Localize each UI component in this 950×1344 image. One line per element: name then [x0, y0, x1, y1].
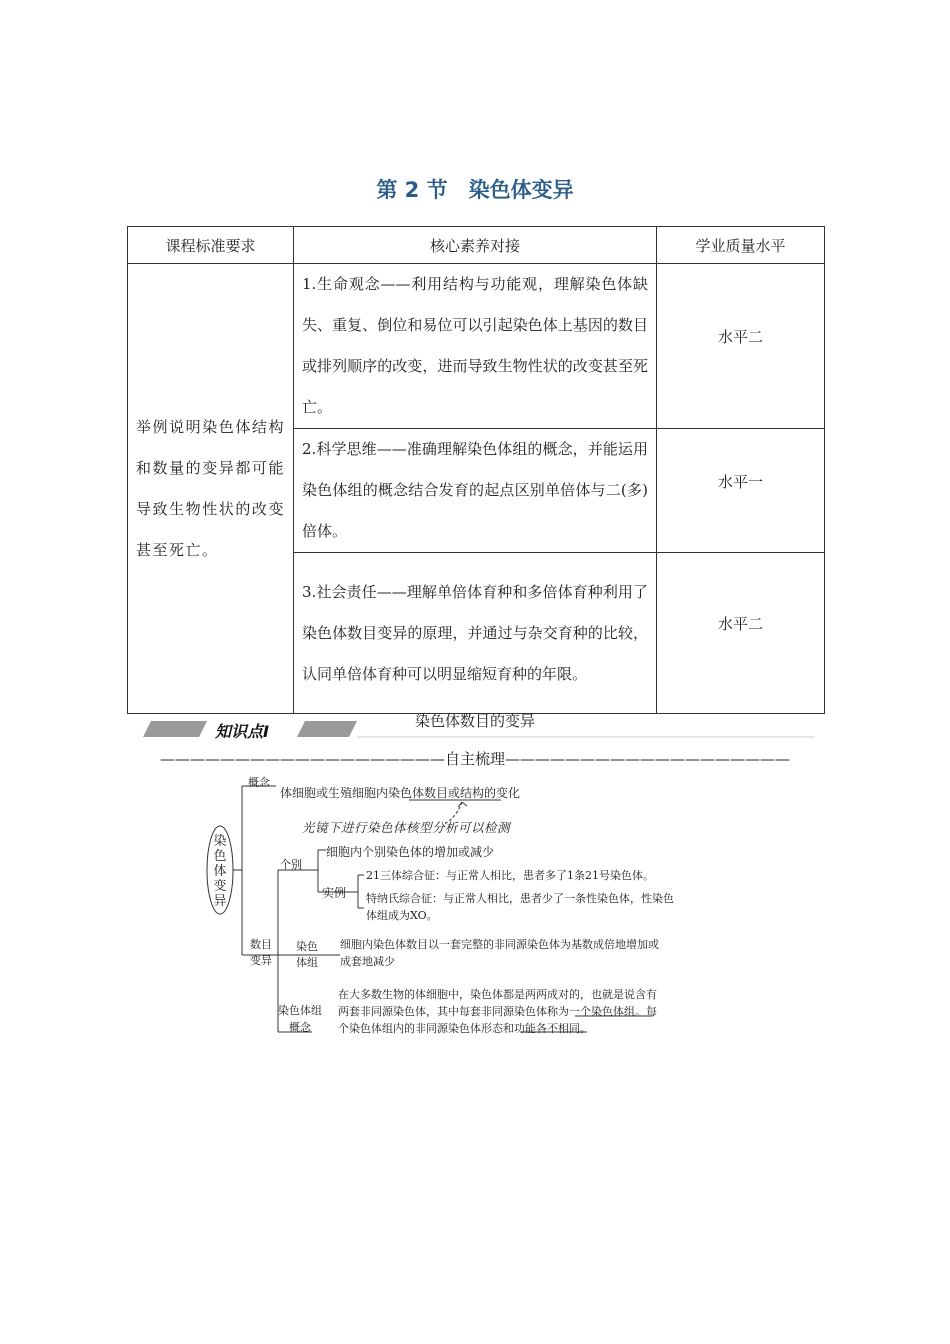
page-title: 第 2 节 染色体变异 [376, 178, 574, 202]
example-label: 实例 [322, 886, 347, 900]
quality-level-cell: 水平二 [657, 264, 825, 429]
chromosome-set-concept: 在大多数生物的体细胞中，染色体都是两两成对的，也就是说含有 两套非同源染色体，其中每套非同源染色体称为一个染色体组。每 个染色体组内的非同源染色体形态和功能各不相同。 [338, 988, 657, 1035]
individual-definition: 细胞内个别染色体的增加或减少 [326, 845, 495, 859]
quality-level-cell: 水平一 [657, 429, 825, 553]
curriculum-table [127, 226, 825, 714]
self-review-divider: ———————————————————自主梳理——————————————————— [159, 750, 790, 768]
number-variation-label: 数目 变异 [250, 938, 272, 967]
example-turner-syndrome: 特纳氏综合征：与正常人相比，患者少了一条性染色体，性染色 体组成为XO。 [366, 892, 674, 922]
individual-label: 个别 [280, 858, 302, 871]
section-heading: 染色体数目的变异 [415, 712, 536, 730]
chromosome-set-definition: 细胞内染色体数目以一套完整的非同源染色体为基数成倍地增加或 成套地减少 [340, 938, 659, 968]
table-header: 课程标准要求 [128, 227, 294, 264]
handwritten-note: 光镜下进行染色体核型分析可以检测 [302, 820, 511, 835]
concept-definition: 体细胞或生殖细胞内染色体数目或结构的变化 [280, 786, 521, 800]
core-literacy-cell: 3.社会责任——理解单倍体育种和多倍体育种利用了染色体数目变异的原理，并通过与杂交育种的比较，认同单倍体育种可以明显缩短育种的年限。 [294, 553, 657, 714]
curriculum-requirement: 举例说明染色体结构和数量的变异都可能导致生物性状的改变甚至死亡。 [128, 264, 294, 714]
concept-label: 概念 [248, 776, 270, 789]
example-down-syndrome: 21三体综合征：与正常人相比，患者多了1条21号染色体。 [366, 869, 654, 882]
quality-level-cell: 水平二 [657, 553, 825, 714]
table-header: 核心素养对接 [294, 227, 657, 264]
section-banner [143, 712, 815, 741]
core-literacy-cell: 2.科学思维——准确理解染色体组的概念，并能运用染色体组的概念结合发育的起点区别单倍体与二(多)倍体。 [294, 429, 657, 553]
table-header: 学业质量水平 [657, 227, 825, 264]
mind-map [200, 770, 760, 1050]
chromosome-set-concept-label: 染色体组 概念 [278, 1004, 322, 1034]
table-header-row [128, 227, 825, 264]
table-row [128, 264, 825, 429]
mind-map-root: 染 色 体 变 异 [213, 834, 227, 909]
core-literacy-cell: 1.生命观念——利用结构与功能观，理解染色体缺失、重复、倒位和易位可以引起染色体上基因的数目或排列顺序的改变，进而导致生物性状的改变甚至死亡。 [294, 264, 657, 429]
chromosome-set-label: 染色 体组 [296, 940, 318, 969]
knowledge-point-badge: 知识点Ⅰ [215, 722, 269, 741]
